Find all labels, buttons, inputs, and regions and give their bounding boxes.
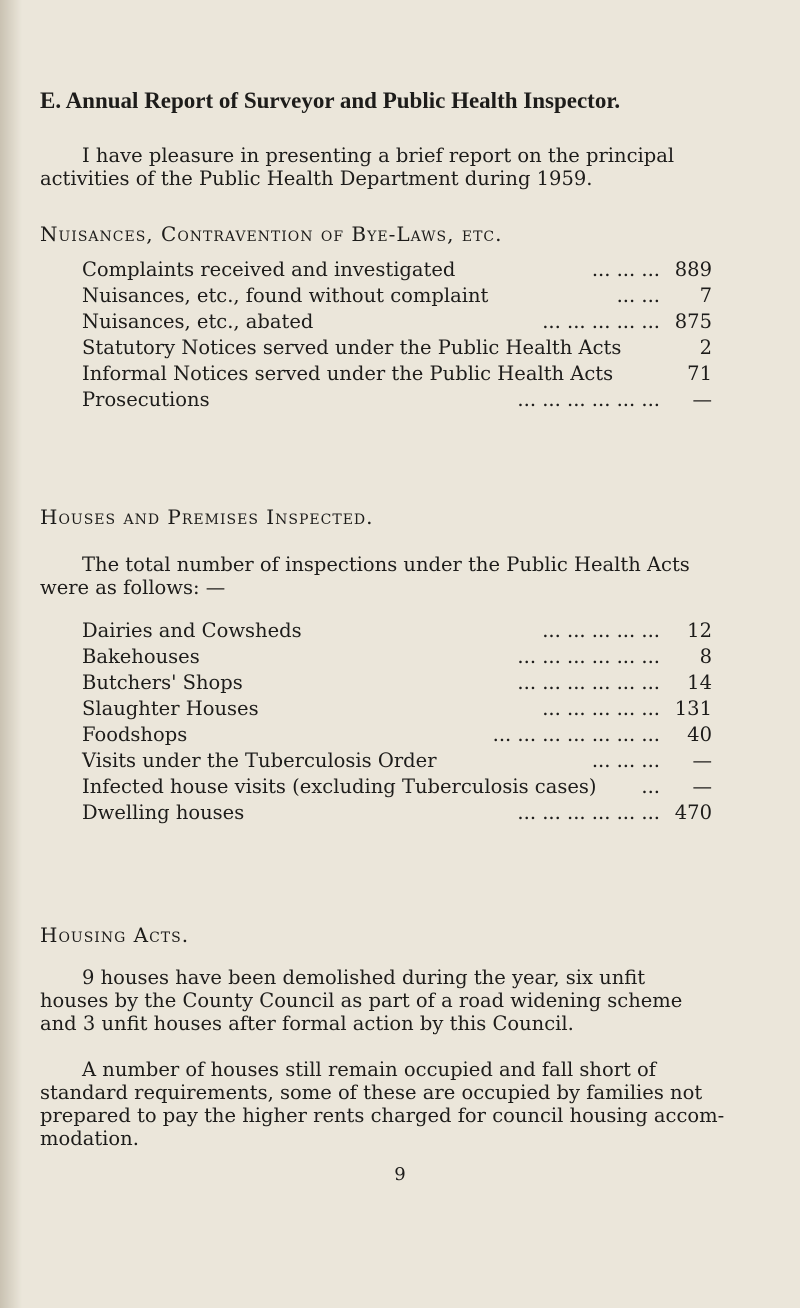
leader-dots: ... ... ... ... ... ... ... (492, 723, 660, 746)
table-row (82, 335, 712, 361)
leader-dots: ... ... ... ... ... ... (517, 671, 660, 694)
intro-line: activities of the Public Health Department during 1959. (40, 167, 593, 190)
row-value: 40 (687, 723, 712, 746)
table-row (82, 748, 712, 774)
section-title-houses (40, 505, 374, 529)
table-row (82, 257, 712, 283)
table-row (82, 774, 712, 800)
table-row (82, 361, 712, 387)
row-label: Dwelling houses (82, 801, 245, 824)
row-label: Complaints received and investigated (82, 258, 456, 281)
housing-paragraph-2 (40, 1058, 740, 1150)
nuisances-list (82, 257, 712, 413)
row-value: 470 (674, 801, 712, 824)
section-title-nuisances (40, 222, 503, 246)
table-row (82, 618, 712, 644)
leader-dots: ... ... ... ... ... (542, 619, 660, 642)
housing-line: and 3 unfit houses after formal action by this Council. (40, 1012, 574, 1035)
table-row (82, 696, 712, 722)
houses-intro-paragraph (40, 553, 740, 599)
row-label: Visits under the Tuberculosis Order (82, 749, 437, 772)
leader-dots: ... ... ... ... ... (542, 310, 660, 333)
houses-intro-line: The total number of inspections under the Public Health Acts (82, 553, 690, 576)
report-heading: E. Annual Report of Surveyor and Public Health Inspector. (40, 88, 621, 113)
housing-line: modation. (40, 1127, 139, 1150)
leader-dots: ... ... ... ... ... (542, 697, 660, 720)
housing-line: houses by the County Council as part of a road widening scheme (40, 989, 683, 1012)
row-value: 889 (674, 258, 712, 281)
leader-dots: ... (641, 775, 660, 798)
row-label: Infected house visits (excluding Tuberculosis cases) (82, 775, 597, 798)
intro-paragraph (40, 144, 740, 190)
table-row (82, 644, 712, 670)
row-label: Nuisances, etc., abated (82, 310, 314, 333)
section-title-housing (40, 923, 189, 947)
row-value: 71 (687, 362, 712, 385)
row-value: 8 (699, 645, 712, 668)
row-label: Butchers' Shops (82, 671, 243, 694)
section-title-text: Houses and Premises Inspected. (40, 505, 374, 529)
row-label: Bakehouses (82, 645, 200, 668)
row-label: Statutory Notices served under the Public Health Acts (82, 336, 622, 359)
row-label: Slaughter Houses (82, 697, 259, 720)
row-value: 875 (674, 310, 712, 333)
table-row (82, 800, 712, 826)
row-label: Foodshops (82, 723, 188, 746)
table-row (82, 387, 712, 413)
leader-dots: ... ... (616, 284, 660, 307)
housing-line: 9 houses have been demolished during the year, six unfit (82, 966, 646, 989)
housing-paragraph-1 (40, 966, 740, 1035)
section-title-text: Housing Acts. (40, 923, 190, 947)
table-row (82, 283, 712, 309)
row-label: Dairies and Cowsheds (82, 619, 302, 642)
leader-dots: ... ... ... (591, 258, 660, 281)
row-value: 7 (699, 284, 712, 307)
leader-dots: ... ... ... ... ... ... (517, 645, 660, 668)
table-row (82, 309, 712, 335)
page-number: 9 (394, 1164, 406, 1185)
row-value: 12 (687, 619, 712, 642)
leader-dots: ... ... ... (591, 749, 660, 772)
row-value: 131 (674, 697, 712, 720)
row-value: 2 (699, 336, 712, 359)
row-value: — (692, 388, 712, 411)
table-row (82, 670, 712, 696)
housing-line: standard requirements, some of these are occupied by families not (40, 1081, 703, 1104)
row-label: Nuisances, etc., found without complaint (82, 284, 489, 307)
page-edge-shadow (0, 0, 22, 1308)
inspections-list (82, 618, 712, 826)
row-label: Prosecutions (82, 388, 210, 411)
row-label: Informal Notices served under the Public Health Acts (82, 362, 614, 385)
row-value: — (692, 775, 712, 798)
section-title-text: Nuisances, Contravention of Bye-Laws, etc. (40, 222, 503, 246)
table-row (82, 722, 712, 748)
intro-line: I have pleasure in presenting a brief report on the principal (82, 144, 675, 167)
row-value: 14 (687, 671, 712, 694)
housing-line: A number of houses still remain occupied and fall short of (82, 1058, 657, 1081)
housing-line: prepared to pay the higher rents charged for council housing accom- (40, 1104, 725, 1127)
houses-intro-line: were as follows: — (40, 576, 226, 599)
leader-dots: ... ... ... ... ... ... (517, 801, 660, 824)
leader-dots: ... ... ... ... ... ... (517, 388, 660, 411)
row-value: — (692, 749, 712, 772)
